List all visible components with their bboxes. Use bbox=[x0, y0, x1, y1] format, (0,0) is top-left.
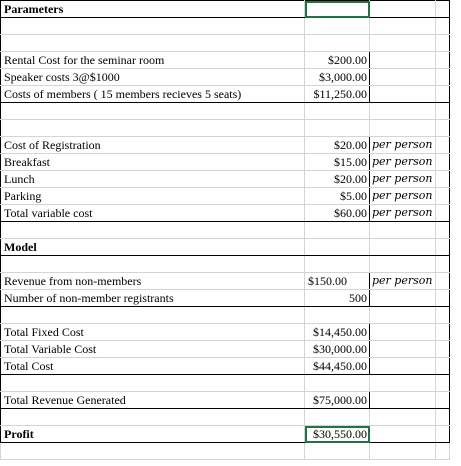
cell-revenue-note[interactable]: per person bbox=[370, 273, 436, 290]
cell-model-header[interactable]: Model bbox=[1, 239, 305, 256]
cell-total-revenue-value[interactable]: $75,000.00 bbox=[305, 392, 370, 409]
cell-total-cost-value[interactable]: $44,450.00 bbox=[305, 358, 370, 375]
row-registrants bbox=[1, 290, 450, 307]
cell-variable-cost-value[interactable]: $30,000.00 bbox=[305, 341, 370, 358]
cell-total-revenue-label[interactable]: Total Revenue Generated bbox=[1, 392, 305, 409]
cell-parking-label[interactable]: Parking bbox=[1, 188, 305, 205]
cell-profit-label[interactable]: Profit bbox=[1, 426, 305, 443]
cell-breakfast-value[interactable]: $15.00 bbox=[305, 154, 370, 171]
cell-speaker-value[interactable]: $3,000.00 bbox=[305, 69, 370, 86]
cell-variable-cost-label[interactable]: Total Variable Cost bbox=[1, 341, 305, 358]
row-variable-cost bbox=[1, 341, 450, 358]
row-profit bbox=[1, 426, 450, 443]
row-lunch bbox=[1, 171, 450, 188]
row-breakfast bbox=[1, 154, 450, 171]
row-parameters-header bbox=[1, 1, 450, 18]
cell-fixed-cost-value[interactable]: $14,450.00 bbox=[305, 324, 370, 341]
row-parking bbox=[1, 188, 450, 205]
cell-total-cost-label[interactable]: Total Cost bbox=[1, 358, 305, 375]
row-model-header bbox=[1, 239, 450, 256]
cell-breakfast-label[interactable]: Breakfast bbox=[1, 154, 305, 171]
cell-unit-note[interactable]: per person bbox=[370, 205, 436, 222]
row-fixed-cost bbox=[1, 324, 450, 341]
cell-registrants-value[interactable]: 500 bbox=[305, 290, 370, 307]
cell-lunch-label[interactable]: Lunch bbox=[1, 171, 305, 188]
row-total-revenue bbox=[1, 392, 450, 409]
cell-selected[interactable] bbox=[305, 1, 370, 18]
cell-revenue-value[interactable]: $150.00 bbox=[305, 273, 370, 290]
cell-parameters-header[interactable]: Parameters bbox=[1, 1, 305, 18]
row-members bbox=[1, 86, 450, 103]
row-revenue bbox=[1, 273, 450, 290]
cell-unit-note[interactable]: per person bbox=[370, 154, 436, 171]
cell-rental-value[interactable]: $200.00 bbox=[305, 52, 370, 69]
cell-members-value[interactable]: $11,250.00 bbox=[305, 86, 370, 103]
row-speaker bbox=[1, 69, 450, 86]
cell-rental-label[interactable]: Rental Cost for the seminar room bbox=[1, 52, 305, 69]
cell-total-variable-label[interactable]: Total variable cost bbox=[1, 205, 305, 222]
row-total-variable bbox=[1, 205, 450, 222]
cell-registration-label[interactable]: Cost of Registration bbox=[1, 137, 305, 154]
cell-profit-value[interactable]: $30,550.00 bbox=[305, 426, 370, 443]
cell-unit-note[interactable]: per person bbox=[370, 188, 436, 205]
row-rental bbox=[1, 52, 450, 69]
cell-unit-note[interactable]: per person bbox=[370, 137, 436, 154]
row-total-cost bbox=[1, 358, 450, 375]
cell-members-label[interactable]: Costs of members ( 15 members recieves 5 seats) bbox=[1, 86, 305, 103]
cell-fixed-cost-label[interactable]: Total Fixed Cost bbox=[1, 324, 305, 341]
cell-revenue-label[interactable]: Revenue from non-members bbox=[1, 273, 305, 290]
cell-parking-value[interactable]: $5.00 bbox=[305, 188, 370, 205]
cell-lunch-value[interactable]: $20.00 bbox=[305, 171, 370, 188]
cell-registrants-label[interactable]: Number of non-member registrants bbox=[1, 290, 305, 307]
row-registration bbox=[1, 137, 450, 154]
cell-speaker-label[interactable]: Speaker costs 3@$1000 bbox=[1, 69, 305, 86]
cell-total-variable-value[interactable]: $60.00 bbox=[305, 205, 370, 222]
cell-unit-note[interactable]: per person bbox=[370, 171, 436, 188]
cell-registration-value[interactable]: $20.00 bbox=[305, 137, 370, 154]
